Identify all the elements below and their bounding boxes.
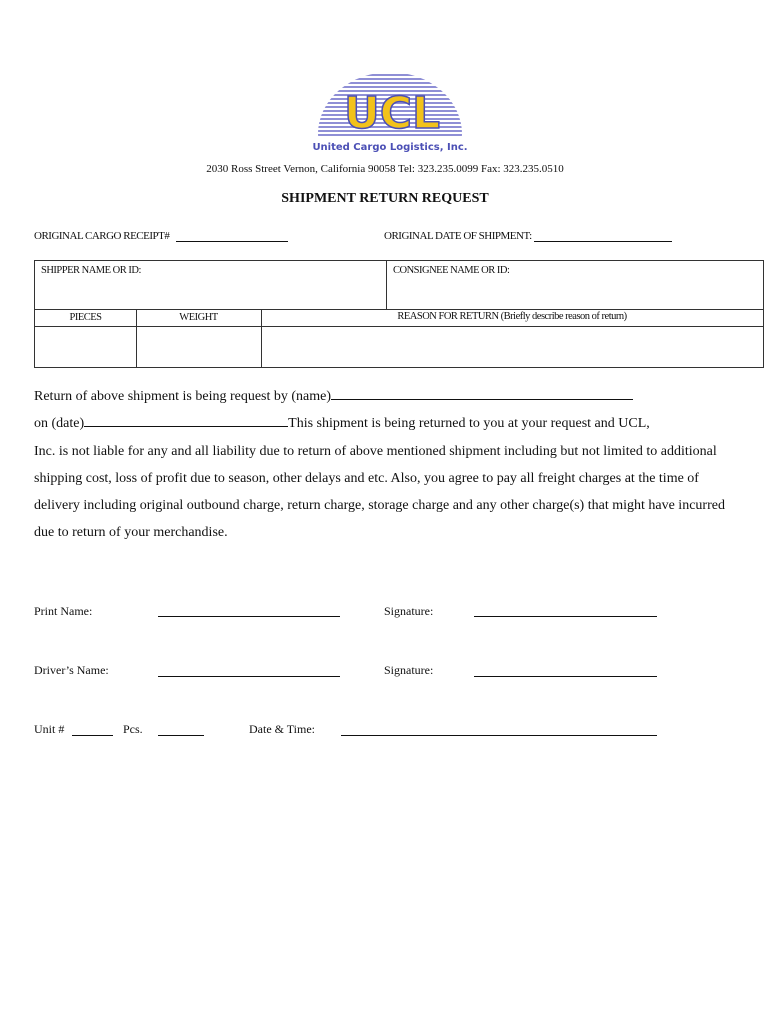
original-cargo-receipt-field[interactable] xyxy=(34,229,288,242)
print-name-line[interactable] xyxy=(158,615,340,617)
signature-label-1: Signature: xyxy=(384,604,434,618)
statement-line2-suffix: This shipment is being returned to you at your request and UCL, xyxy=(288,416,650,432)
drivers-name-line[interactable] xyxy=(158,675,340,677)
logo-stripe xyxy=(310,82,470,84)
signature-line-2[interactable] xyxy=(474,675,657,677)
original-date-line[interactable] xyxy=(534,229,672,242)
shipper-name-input[interactable] xyxy=(35,261,386,309)
original-cargo-receipt-label: ORIGINAL CARGO RECEIPT# xyxy=(34,230,170,242)
requester-name-line[interactable] xyxy=(331,384,633,400)
weight-input[interactable] xyxy=(137,327,261,368)
pieces-header: PIECES xyxy=(69,312,102,323)
signature-label-2: Signature: xyxy=(384,663,434,677)
logo-stripe xyxy=(310,74,470,76)
pcs-line[interactable] xyxy=(158,734,204,736)
return-statement xyxy=(34,383,734,547)
original-date-field[interactable] xyxy=(384,229,672,242)
shipment-info-table xyxy=(34,260,764,368)
form-title: SHIPMENT RETURN REQUEST xyxy=(281,191,489,206)
signature-line-1[interactable] xyxy=(474,615,657,617)
reason-header: REASON FOR RETURN (Briefly describe reason of return) xyxy=(397,311,627,322)
print-name-label: Print Name: xyxy=(34,604,93,618)
unit-line[interactable] xyxy=(72,734,113,736)
consignee-name-input[interactable] xyxy=(387,261,763,309)
statement-line1-prefix: Return of above shipment is being request by (name) xyxy=(34,389,332,404)
original-cargo-receipt-line[interactable] xyxy=(176,229,288,242)
pieces-input[interactable] xyxy=(35,327,136,368)
request-date-line[interactable] xyxy=(84,411,288,427)
statement-line2-prefix: on (date) xyxy=(34,416,85,432)
consignee-name-label: CONSIGNEE NAME OR ID: xyxy=(393,265,510,276)
original-date-label: ORIGINAL DATE OF SHIPMENT: xyxy=(384,230,532,242)
ucl-logo-graphic xyxy=(310,68,470,156)
shipper-name-label: SHIPPER NAME OR ID: xyxy=(41,265,141,276)
logo-stripe xyxy=(310,78,470,80)
statement-body: Inc. is not liable for any and all liability due to return of above mentioned shipment including but not limited to additional shipping cost, loss of profit due to season, other delays and etc. Also, you agree to pay all freight charges at the time of delivery including original outbound charge, return charge, storage charge and any other charge(s) that might have incurred due to return of your merchandise. xyxy=(34,443,725,541)
logo-mark: UCL xyxy=(343,88,441,139)
pcs-label: Pcs. xyxy=(123,722,143,736)
date-time-label: Date & Time: xyxy=(249,722,316,736)
reason-input[interactable] xyxy=(262,327,763,368)
company-address: 2030 Ross Street Vernon, California 90058 Tel: 323.235.0099 Fax: 323.235.0510 xyxy=(206,163,564,175)
weight-header: WEIGHT xyxy=(179,312,218,323)
logo-company-name: United Cargo Logistics, Inc. xyxy=(312,142,468,153)
drivers-name-label: Driver’s Name: xyxy=(34,663,109,677)
unit-label: Unit # xyxy=(34,722,65,736)
company-logo xyxy=(310,68,470,156)
date-time-line[interactable] xyxy=(341,734,657,736)
